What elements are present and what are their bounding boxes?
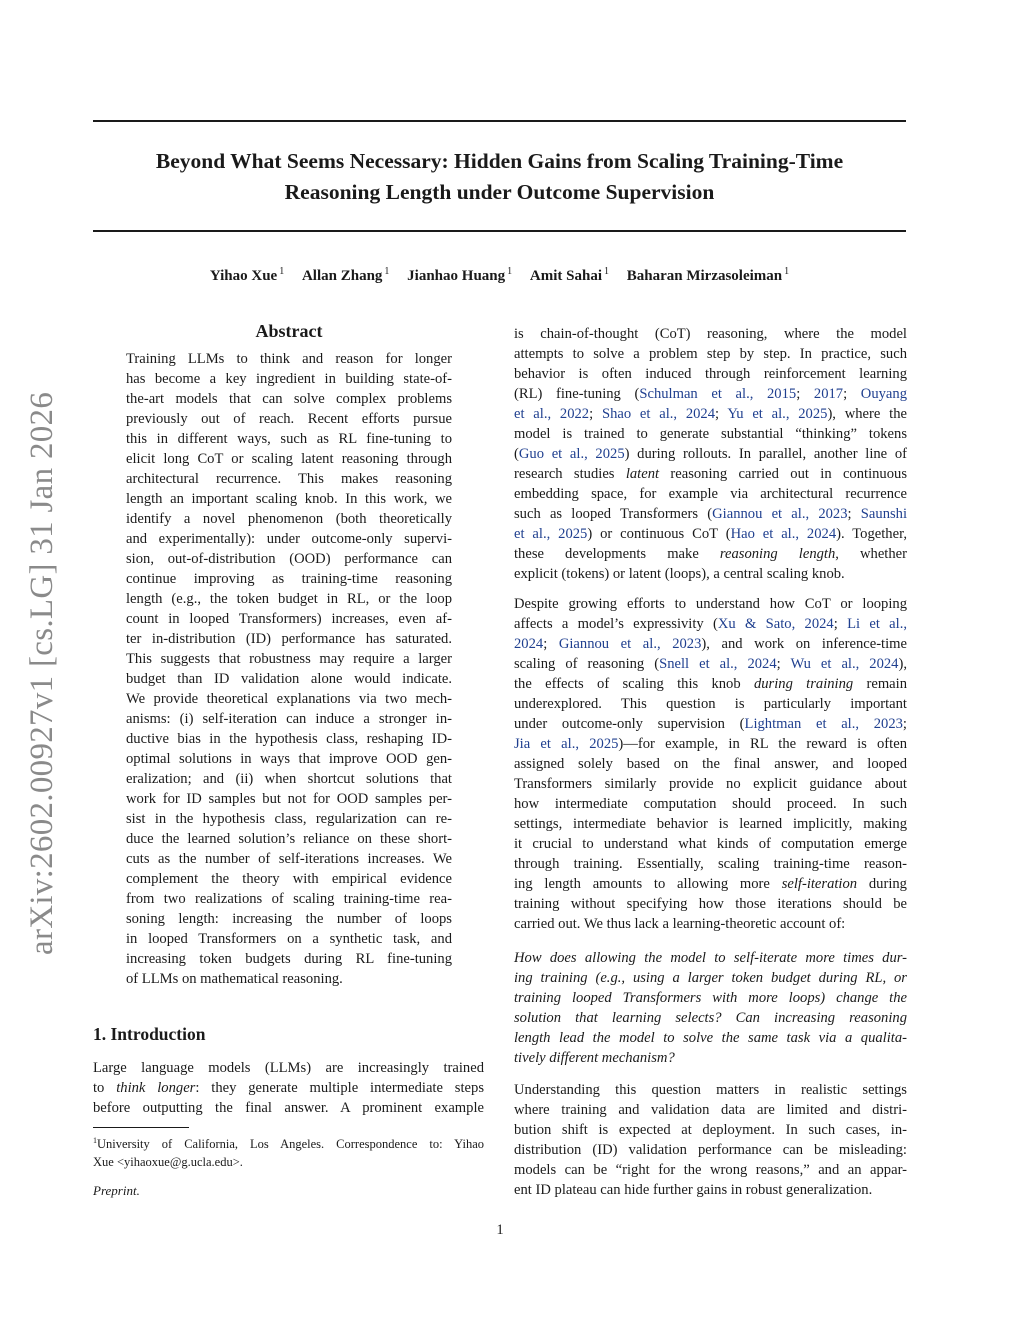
text-line: 2024; Giannou et al., 2023), and work on inference-time [514,636,907,652]
text-line: carried out. We thus lack a learning-theoretic account of: [514,916,846,932]
text-line: explicit (tokens) or latent (loops), a central scaling knob. [514,566,845,582]
text-line: anisms: (i) self-iteration can induce a stronger in- [126,711,452,727]
text-line: ter in-distribution (ID) performance has saturated. [126,631,452,647]
text-line: previously out of reach. Recent efforts pursue [126,411,452,427]
text-line: work for ID samples but not for OOD samples per- [126,791,452,807]
citation-link[interactable]: Wu et al., 2024 [790,656,899,672]
title-rule-top [93,120,906,122]
citation-link[interactable]: Guo et al., 2025 [518,446,625,462]
text-line: architectural recurrence. This makes reasoning [126,471,452,487]
citation-link[interactable]: Lightman et al., 2023 [744,716,903,732]
text-line: to think longer: they generate multiple intermediate steps [93,1080,484,1096]
text-line: models can be “right for the wrong reasons,” and an appar- [514,1162,907,1178]
text-line: continue improving as training-time reasoning [126,571,452,587]
text-line: the-art models that can solve complex problems [126,391,452,407]
citation-link[interactable]: et al., 2025 [514,526,588,542]
text-line: behavior is often induced through reinforcement learning [514,366,907,382]
page-number: 1 [496,1222,504,1238]
text-line: cuts as the number of self-iterations increases. We [126,851,452,867]
text-line: complement the theory with empirical evidence [126,871,452,887]
text-line: sion, out-of-distribution (OOD) performance can [126,551,452,567]
citation-link[interactable]: Yu et al., 2025 [727,406,828,422]
text-line: it crucial to understand what kinds of computation emerge [514,836,907,852]
text-line: has become a key ingredient in building state-of- [126,371,452,387]
text-line: We provide theoretical explanations via two mech- [126,691,452,707]
citation-link[interactable]: Hao et al., 2024 [730,526,837,542]
text-line: (Guo et al., 2025) during rollouts. In parallel, another line of [514,446,907,462]
footnote-line: Xue <yihaoxue@g.ucla.edu>. [93,1155,243,1170]
right-column-paragraph-1 [514,324,907,584]
citation-link[interactable]: Saunshi [860,506,908,522]
title-line: Beyond What Seems Necessary: Hidden Gains from Scaling Training-Time [155,149,844,173]
text-line: Despite growing efforts to understand how CoT or looping [514,596,907,612]
citation-link[interactable]: Jia et al., 2025 [514,736,619,752]
text-line: count in looped Transformers) increases, even af- [126,611,452,627]
text-line: how intermediate computation should proceed. In such [514,796,907,812]
text-line: training looped Transformers with more loops) change the [514,990,907,1006]
text-line: model is trained to generate substantial “thinking” tokens [514,426,907,442]
text-line: ent ID plateau can hide further gains in robust generalization. [514,1182,873,1198]
text-line: underexplored. This question is particularly important [514,696,907,712]
text-line: ductive bias in the hypothesis class, reshaping ID- [126,731,452,747]
text-line: increasing token budgets during RL fine-tuning [126,951,452,967]
text-line: length an important scaling knob. In this work, we [126,491,452,507]
citation-link[interactable]: Li et al., [847,616,908,632]
citation-link[interactable]: et al., 2022 [514,406,590,422]
text-line: length (e.g., the token budget in RL, or the loop [126,591,452,607]
text-line: where training and validation data are limited and distri- [514,1102,907,1118]
text-line: solution that learning selects? Can increasing reasoning [514,1010,907,1026]
text-line: eralization; and (ii) when shortcut solutions that [126,771,452,787]
text-line: Large language models (LLMs) are increasingly trained [93,1060,484,1076]
text-line: optimal solutions in ways that improve OOD gen- [126,751,452,767]
text-line: is chain-of-thought (CoT) reasoning, where the model [514,326,907,342]
text-line: budget than ID validation alone would indicate. [126,671,452,687]
text-line: identify a novel phenomenon (both theoretically [126,511,452,527]
introduction-text [93,1058,484,1118]
text-line: (RL) fine-tuning (Schulman et al., 2015; 2017; Ouyang [514,386,908,402]
text-line: bution shift is expected at deployment. In such cases, in- [514,1122,907,1138]
citation-link[interactable]: Shao et al., 2024 [601,406,716,422]
author: Jianhao Huang $^1$ [407,266,513,284]
text-line: tively different mechanism? [514,1050,675,1066]
text-line: sist in the hypothesis class, regularization can re- [126,811,452,827]
title-line: Reasoning Length under Outcome Supervision [284,180,715,204]
citation-link[interactable]: Giannou et al., 2023 [558,636,702,652]
text-line: in looped Transformers on a synthetic task, and [126,931,452,947]
text-line: This suggests that robustness may require a larger [126,651,452,667]
text-line: under outcome-only supervision (Lightman et al., 2023; [514,716,907,732]
citation-link[interactable]: Schulman et al., 2015 [639,386,797,402]
section-heading-introduction: 1. Introduction [93,1024,206,1044]
citation-link[interactable]: Ouyang [860,386,908,402]
text-line: distribution (ID) validation performance can be misleading: [514,1142,907,1158]
citation-link[interactable]: 2024 [514,636,544,652]
citation-link[interactable]: 2017 [813,386,844,402]
preprint-label: Preprint. [93,1183,140,1198]
text-line: et al., 2025) or continuous CoT (Hao et al., 2024). Together, [514,526,907,542]
author: Allan Zhang $^1$ [301,266,390,284]
research-question [514,948,907,1068]
text-line: through training. Essentially, scaling training-time reason- [514,856,907,872]
author: Amit Sahai $^1$ [529,266,609,284]
text-line: settings, intermediate behavior is learned implicitly, making [514,816,907,832]
footnote [93,1132,484,1171]
paper-title [93,146,906,208]
text-line: ing training (e.g., using a larger token budget during RL, or [514,970,907,986]
text-line: scaling of reasoning (Snell et al., 2024; Wu et al., 2024), [514,656,907,672]
text-line: length lead the model to solve the same task via a qualita- [514,1030,907,1046]
footnote-rule [93,1127,189,1128]
text-line: the effects of scaling this knob during training remain [514,676,908,692]
right-column-paragraph-2 [514,594,907,934]
text-line: Training LLMs to think and reason for longer [126,351,452,367]
abstract-heading: Abstract [255,321,323,341]
text-line: soning length: increasing the number of loops [126,911,452,927]
text-line: affects a model’s expressivity (Xu & Sato, 2024; Li et al., [514,616,908,632]
footnote-line: $^1$University of California, Los Angeles. Correspondence to: Yihao [93,1136,484,1152]
text-line: ing length amounts to allowing more self-iteration during [514,876,907,892]
text-line: these developments make reasoning length, whether [514,546,907,562]
text-line: before outputting the final answer. A prominent example [93,1100,484,1116]
text-line: attempts to solve a problem step by step. In practice, such [514,346,907,362]
text-line: and experimentally): under outcome-only supervi- [126,531,452,547]
text-line: Transformers similarly provide no explicit guidance about [514,776,907,792]
author: Yihao Xue $^1$ [209,266,285,284]
abstract-text [126,349,452,989]
text-line: Understanding this question matters in realistic settings [514,1082,907,1098]
citation-link[interactable]: Xu & Sato, 2024 [717,616,834,632]
citation-link[interactable]: Giannou et al., 2023 [712,506,848,522]
text-line: research studies latent reasoning carried out in continuous [514,466,907,482]
text-line: from two realizations of scaling training-time rea- [126,891,452,907]
text-line: et al., 2022; Shao et al., 2024; Yu et al., 2025), where the [514,406,907,422]
right-column-paragraph-4 [514,1080,907,1200]
text-line: this in different ways, such as RL fine-tuning to [126,431,452,447]
author: Baharan Mirzasoleiman $^1$ [626,266,790,284]
text-line: embedding space, for example via architectural recurrence [514,486,907,502]
text-line: How does allowing the model to self-iterate more times dur- [514,950,907,966]
text-line: training without specifying how those iterations should be [514,896,907,912]
text-line: duce the learned solution’s reliance on these short- [126,831,452,847]
citation-link[interactable]: Snell et al., 2024 [659,656,777,672]
text-line: of LLMs on mathematical reasoning. [126,971,343,987]
text-line: Jia et al., 2025)—for example, in RL the reward is often [514,736,907,752]
text-line: such as looped Transformers (Giannou et al., 2023; Saunshi [514,506,908,522]
author-list [93,266,906,285]
title-rule-bottom [93,230,906,232]
text-line: assigned solely based on the final answer, and looped [514,756,907,772]
text-line: elicit long CoT or scaling latent reasoning through [126,451,452,467]
arxiv-identifier: arXiv:2602.00927v1 [cs.LG] 31 Jan 2026 [24,391,60,955]
